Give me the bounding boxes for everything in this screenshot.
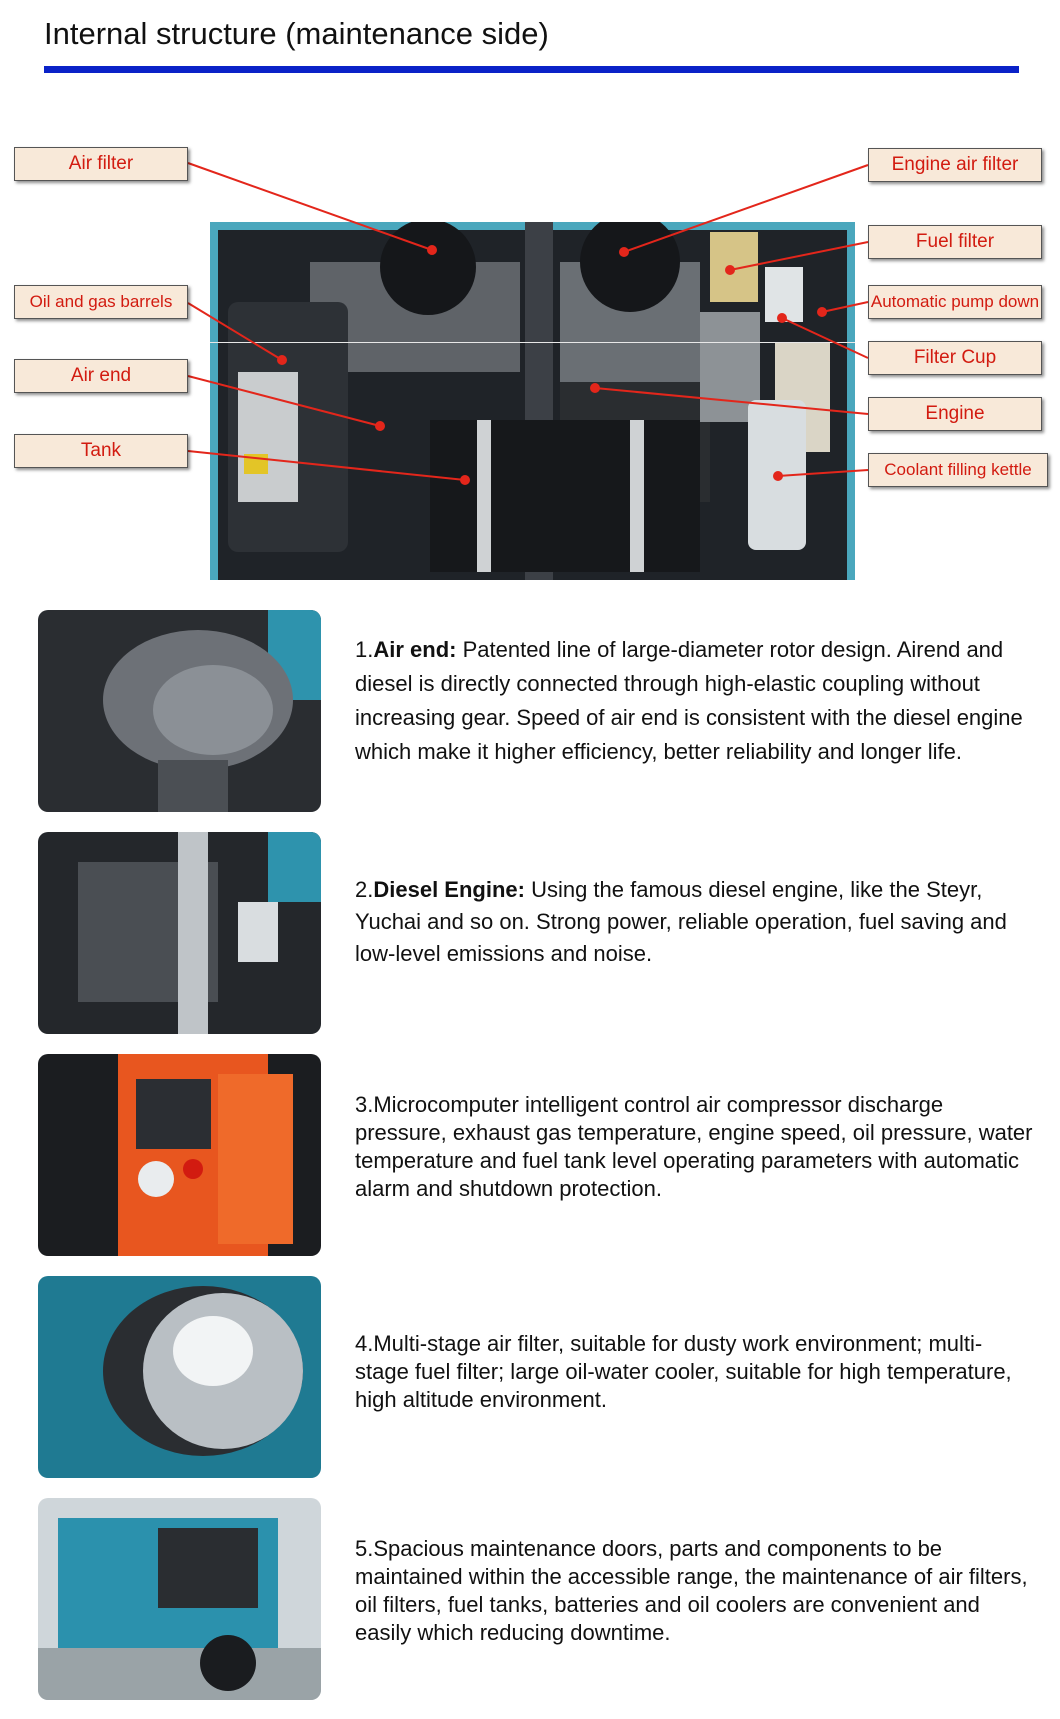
feature-1-title: Air end: [373, 637, 457, 662]
label-air-filter: Air filter [14, 147, 188, 181]
feature-5-body: 5.Spacious maintenance doors, parts and components to be maintained within the accessible range, the maintenance of air filters, oil filters, fuel tanks, batteries and oil coolers are convenient and easily which reducing downtime. [355, 1536, 1028, 1645]
label-air-end: Air end [14, 359, 188, 393]
feature-3-body: 3.Microcomputer intelligent control air compressor discharge pressure, exhaust gas temperature, engine speed, oil pressure, water temperature and fuel tank level operating parameters with automatic alarm and shutdown protection. [355, 1092, 1033, 1201]
feature-3-text [355, 1091, 1035, 1203]
feature-4-text [355, 1330, 1035, 1414]
feature-2-body: Using the famous diesel engine, like the Steyr, Yuchai and so on. Strong power, reliable operation, fuel saving and low-level emissions and noise. [355, 877, 1007, 966]
feature-1-text [355, 633, 1035, 769]
diesel-engine-photo [38, 832, 321, 1034]
label-engine: Engine [868, 397, 1042, 431]
feature-1-number: 1. [355, 637, 374, 662]
feature-2-title: Diesel Engine: [373, 877, 525, 902]
label-filter-cup: Filter Cup [868, 341, 1042, 375]
label-tank: Tank [14, 434, 188, 468]
air-end-photo [38, 610, 321, 812]
feature-4-body: 4.Multi-stage air filter, suitable for dusty work environment; multi-stage fuel filter; large oil-water cooler, suitable for high temperature, high altitude environment. [355, 1331, 1012, 1412]
label-fuel-filter: Fuel filter [868, 225, 1042, 259]
label-automatic-pump-down: Automatic pump down [868, 285, 1042, 319]
label-coolant-filling-kettle: Coolant filling kettle [868, 453, 1048, 487]
feature-2-number: 2. [355, 877, 374, 902]
control-panel-photo [38, 1054, 321, 1256]
label-engine-air-filter: Engine air filter [868, 148, 1042, 182]
feature-1-body: Patented line of large-diameter rotor design. Airend and diesel is directly connected through high-elastic coupling without increasing gear. Speed of air end is consistent with the diesel engine which make it higher efficiency, better reliability and longer life. [355, 637, 1023, 764]
compressor-unit-photo [38, 1498, 321, 1700]
feature-5-text [355, 1535, 1035, 1647]
page-title: Internal structure (maintenance side) [44, 16, 549, 51]
feature-2-text [355, 874, 1035, 970]
label-oil-gas-barrels: Oil and gas barrels [14, 285, 188, 319]
air-filter-photo [38, 1276, 321, 1478]
